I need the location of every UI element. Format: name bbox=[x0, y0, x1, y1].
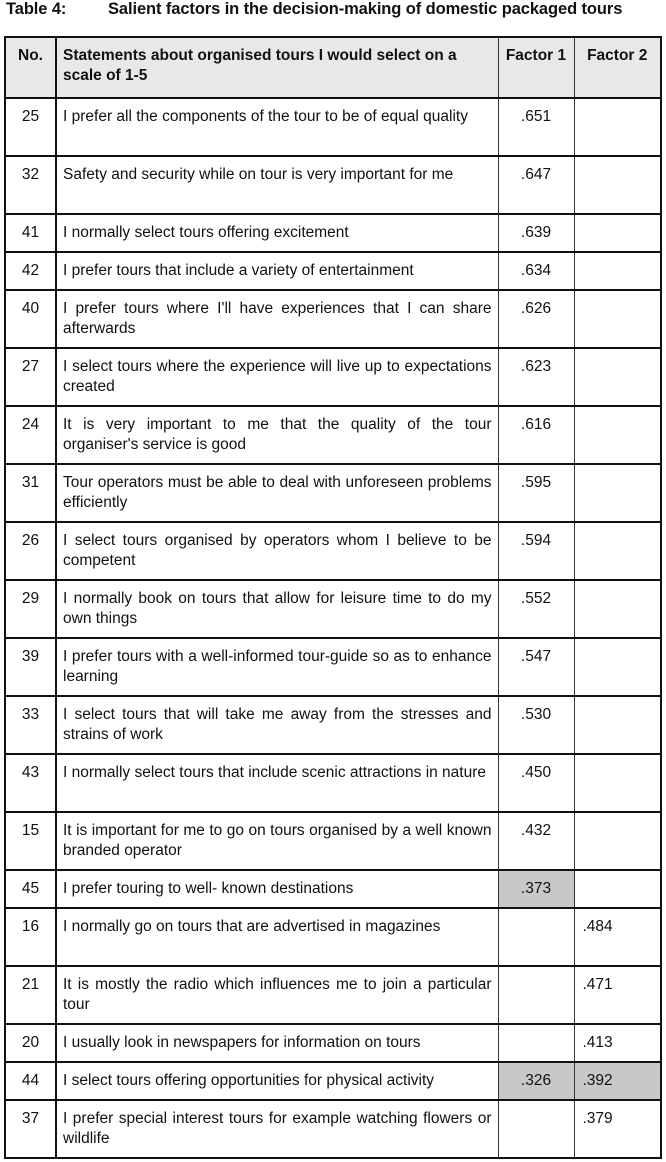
factor-table bbox=[4, 36, 662, 1159]
row-number: 16 bbox=[5, 908, 56, 966]
factor1-loading: .547 bbox=[498, 638, 574, 696]
row-statement: I select tours where the experience will live up to expectations created bbox=[56, 348, 498, 406]
table-row bbox=[5, 348, 661, 406]
table-row bbox=[5, 252, 661, 290]
row-statement: I usually look in newspapers for information on tours bbox=[56, 1024, 498, 1062]
row-statement: I select tours that will take me away from the stresses and strains of work bbox=[56, 696, 498, 754]
row-number: 20 bbox=[5, 1024, 56, 1062]
factor1-loading: .552 bbox=[498, 580, 574, 638]
table-row bbox=[5, 696, 661, 754]
factor1-loading: .450 bbox=[498, 754, 574, 812]
row-statement: I normally book on tours that allow for leisure time to do my own things bbox=[56, 580, 498, 638]
factor2-loading bbox=[574, 696, 661, 754]
row-number: 33 bbox=[5, 696, 56, 754]
row-number: 41 bbox=[5, 214, 56, 252]
table-row bbox=[5, 1062, 661, 1100]
factor1-loading: .639 bbox=[498, 214, 574, 252]
row-statement: It is very important to me that the quality of the tour organiser's service is good bbox=[56, 406, 498, 464]
factor1-loading: .626 bbox=[498, 290, 574, 348]
row-statement: It is important for me to go on tours organised by a well known branded operator bbox=[56, 812, 498, 870]
header-row bbox=[5, 37, 661, 98]
factor2-loading bbox=[574, 98, 661, 156]
factor1-loading: .530 bbox=[498, 696, 574, 754]
table-row bbox=[5, 812, 661, 870]
table-row bbox=[5, 966, 661, 1024]
row-statement: I select tours organised by operators whom I believe to be competent bbox=[56, 522, 498, 580]
factor1-loading bbox=[498, 1100, 574, 1158]
table-row bbox=[5, 290, 661, 348]
table-row bbox=[5, 522, 661, 580]
factor2-loading bbox=[574, 156, 661, 214]
header-no: No. bbox=[5, 37, 56, 98]
factor2-loading bbox=[574, 522, 661, 580]
factor2-loading bbox=[574, 464, 661, 522]
row-statement: I select tours offering opportunities for physical activity bbox=[56, 1062, 498, 1100]
row-number: 42 bbox=[5, 252, 56, 290]
factor2-loading bbox=[574, 638, 661, 696]
factor1-loading: .616 bbox=[498, 406, 574, 464]
row-statement: I normally go on tours that are advertised in magazines bbox=[56, 908, 498, 966]
row-number: 45 bbox=[5, 870, 56, 908]
factor2-loading: .413 bbox=[574, 1024, 661, 1062]
table-row bbox=[5, 214, 661, 252]
factor1-loading: .595 bbox=[498, 464, 574, 522]
table-title: Salient factors in the decision-making of domestic packaged tours bbox=[108, 0, 623, 18]
factor2-loading bbox=[574, 290, 661, 348]
factor2-loading bbox=[574, 580, 661, 638]
row-number: 21 bbox=[5, 966, 56, 1024]
table-row bbox=[5, 638, 661, 696]
row-number: 37 bbox=[5, 1100, 56, 1158]
header-statement: Statements about organised tours I would select on a scale of 1-5 bbox=[56, 37, 498, 98]
row-number: 43 bbox=[5, 754, 56, 812]
factor2-loading: .392 bbox=[574, 1062, 661, 1100]
row-statement: I prefer special interest tours for example watching flowers or wildlife bbox=[56, 1100, 498, 1158]
factor2-loading bbox=[574, 754, 661, 812]
table-row bbox=[5, 98, 661, 156]
row-statement: I prefer tours where I'll have experiences that I can share afterwards bbox=[56, 290, 498, 348]
table-row bbox=[5, 1024, 661, 1062]
factor1-loading: .373 bbox=[498, 870, 574, 908]
row-statement: I prefer tours with a well-informed tour-guide so as to enhance learning bbox=[56, 638, 498, 696]
factor2-loading bbox=[574, 812, 661, 870]
table-row bbox=[5, 754, 661, 812]
factor2-loading bbox=[574, 348, 661, 406]
row-statement: It is mostly the radio which influences me to join a particular tour bbox=[56, 966, 498, 1024]
table-row bbox=[5, 870, 661, 908]
row-number: 26 bbox=[5, 522, 56, 580]
factor2-loading: .484 bbox=[574, 908, 661, 966]
row-statement: I normally select tours offering excitement bbox=[56, 214, 498, 252]
row-statement: Safety and security while on tour is very important for me bbox=[56, 156, 498, 214]
header-factor2: Factor 2 bbox=[574, 37, 661, 98]
factor1-loading: .326 bbox=[498, 1062, 574, 1100]
factor1-loading: .634 bbox=[498, 252, 574, 290]
row-number: 29 bbox=[5, 580, 56, 638]
factor1-loading: .594 bbox=[498, 522, 574, 580]
table-caption bbox=[6, 0, 622, 19]
table-row bbox=[5, 908, 661, 966]
factor2-loading bbox=[574, 252, 661, 290]
factor1-loading: .647 bbox=[498, 156, 574, 214]
header-factor1: Factor 1 bbox=[498, 37, 574, 98]
row-statement: I prefer touring to well- known destinations bbox=[56, 870, 498, 908]
factor1-loading: .651 bbox=[498, 98, 574, 156]
row-number: 32 bbox=[5, 156, 56, 214]
factor2-loading: .471 bbox=[574, 966, 661, 1024]
row-number: 39 bbox=[5, 638, 56, 696]
factor2-loading bbox=[574, 214, 661, 252]
factor2-loading bbox=[574, 870, 661, 908]
factor1-loading bbox=[498, 908, 574, 966]
table-row bbox=[5, 580, 661, 638]
row-number: 40 bbox=[5, 290, 56, 348]
table-row bbox=[5, 156, 661, 214]
row-statement: I normally select tours that include scenic attractions in nature bbox=[56, 754, 498, 812]
row-statement: I prefer all the components of the tour to be of equal quality bbox=[56, 98, 498, 156]
factor1-loading bbox=[498, 966, 574, 1024]
table-row bbox=[5, 1100, 661, 1158]
factor1-loading: .432 bbox=[498, 812, 574, 870]
row-number: 31 bbox=[5, 464, 56, 522]
factor2-loading bbox=[574, 406, 661, 464]
factor1-loading bbox=[498, 1024, 574, 1062]
row-number: 15 bbox=[5, 812, 56, 870]
table-row bbox=[5, 464, 661, 522]
row-number: 44 bbox=[5, 1062, 56, 1100]
factor1-loading: .623 bbox=[498, 348, 574, 406]
row-statement: I prefer tours that include a variety of entertainment bbox=[56, 252, 498, 290]
factor2-loading: .379 bbox=[574, 1100, 661, 1158]
table-row bbox=[5, 406, 661, 464]
row-number: 25 bbox=[5, 98, 56, 156]
row-number: 27 bbox=[5, 348, 56, 406]
row-number: 24 bbox=[5, 406, 56, 464]
row-statement: Tour operators must be able to deal with unforeseen problems efficiently bbox=[56, 464, 498, 522]
table-number: Table 4: bbox=[6, 0, 67, 18]
